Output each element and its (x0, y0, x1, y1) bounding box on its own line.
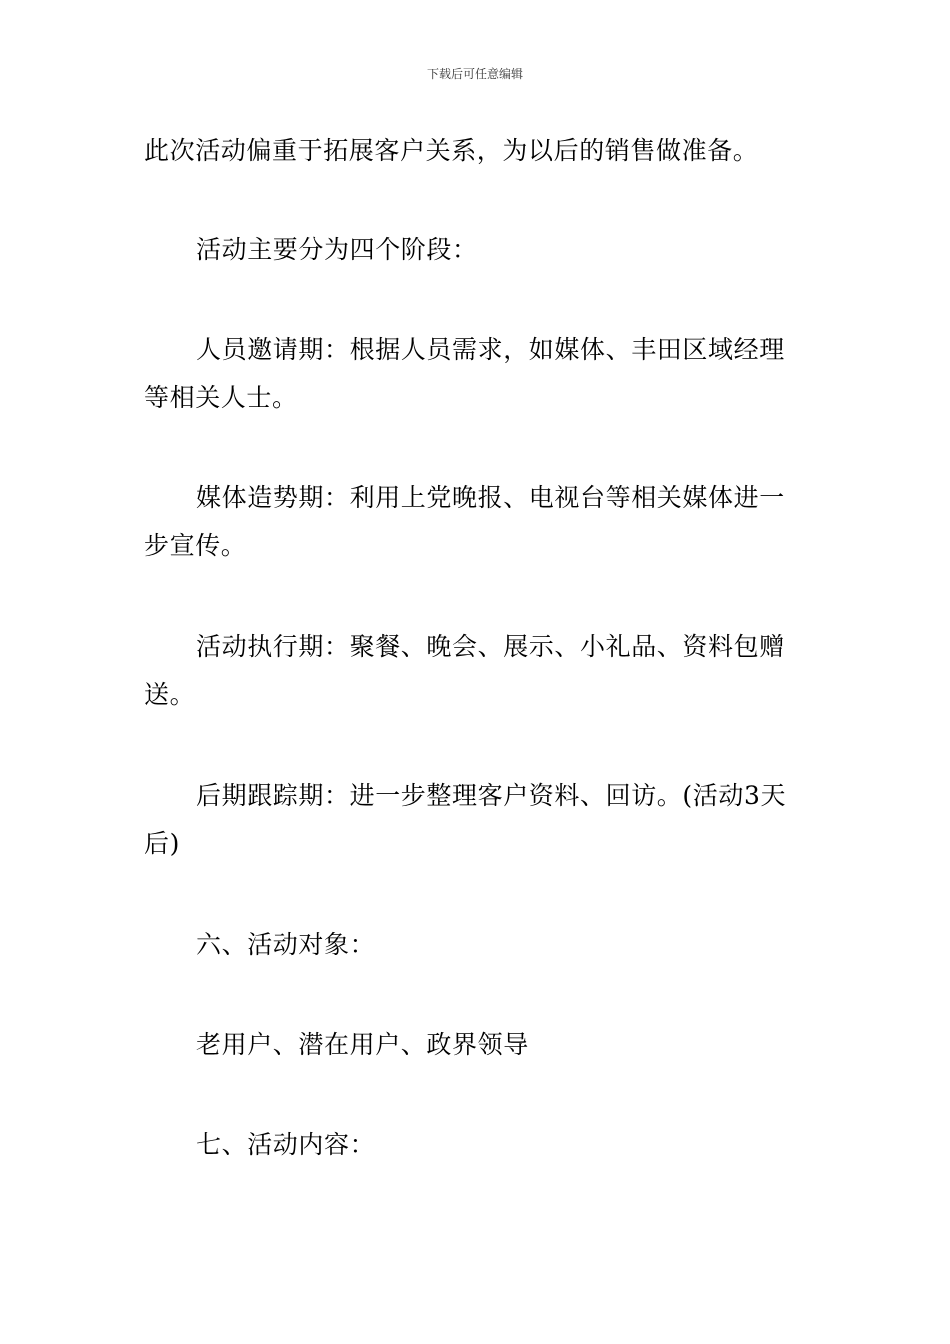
paragraph-intro: 此次活动偏重于拓展客户关系，为以后的销售做准备。 (144, 136, 759, 165)
paragraph-stage-execution: 活动执行期：聚餐、晚会、展示、小礼品、资料包赠送。 (144, 632, 785, 709)
paragraph-stage-media: 媒体造势期：利用上党晚报、电视台等相关媒体进一步宣传。 (144, 483, 785, 560)
paragraph-stage-followup: 后期跟踪期：进一步整理客户资料、回访。(活动3天后) (144, 781, 787, 858)
paragraph-stages-heading: 活动主要分为四个阶段： (196, 235, 478, 264)
paragraph-stage-invitation: 人员邀请期：根据人员需求，如媒体、丰田区域经理等相关人士。 (144, 335, 785, 412)
section-heading-audience: 六、活动对象： (196, 930, 376, 959)
page-header-note: 下载后可任意编辑 (426, 67, 523, 81)
paragraph-audience: 老用户、潜在用户、政界领导 (196, 1030, 529, 1059)
section-heading-content: 七、活动内容： (196, 1130, 376, 1159)
